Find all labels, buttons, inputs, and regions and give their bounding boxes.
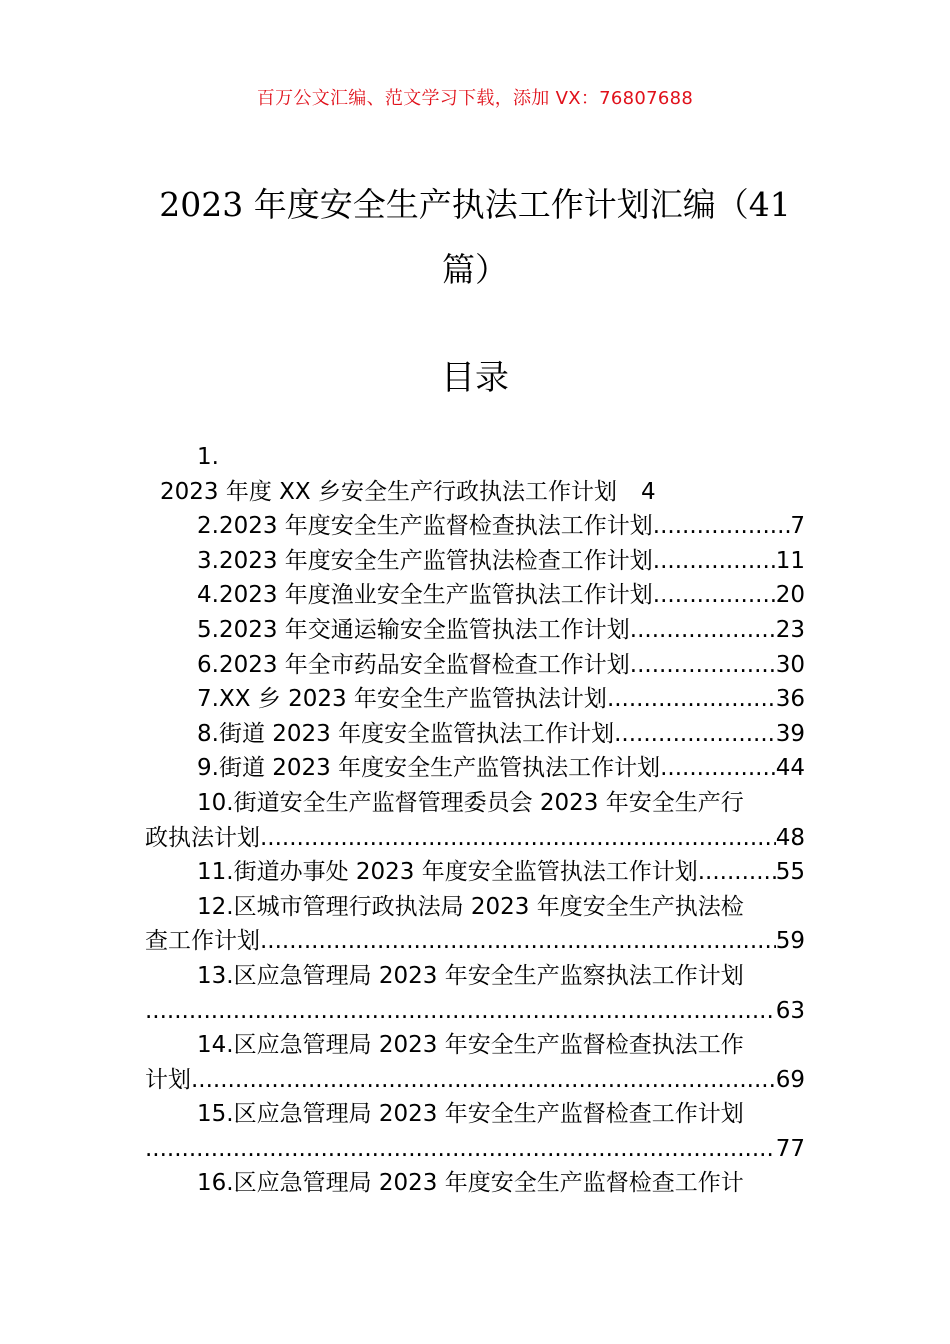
toc-leader-dots [653, 578, 776, 613]
toc-leader-dots [653, 544, 776, 579]
toc-entry-page: 59 [775, 928, 805, 955]
toc-entry-page: 77 [775, 1135, 805, 1162]
toc-entry-label: 8.街道 2023 年度安全监管执法工作计划 [197, 720, 615, 747]
toc-entry-page: 48 [775, 824, 805, 851]
toc-entry-6[interactable] [145, 648, 805, 683]
title-line-2: 篇） [442, 250, 508, 289]
toc-leader-dots [698, 855, 776, 890]
toc-entry-page: 44 [775, 755, 805, 782]
toc-entry-14-line-1[interactable]: 14.区应急管理局 2023 年安全生产监督检查执法工作 [197, 1032, 744, 1059]
toc-entry-11[interactable] [145, 855, 805, 890]
toc-entry-page: 20 [775, 582, 805, 609]
toc-entry-page: 23 [775, 616, 805, 643]
toc-entry-4[interactable] [145, 578, 805, 613]
watermark-banner: 百万公文汇编、范文学习下载，添加 VX：76807688 [256, 88, 694, 109]
toc-leader-dots [614, 717, 776, 752]
toc-entry-1-number: 1. [197, 444, 219, 470]
table-of-contents [145, 440, 805, 1201]
toc-entry-15-line-1[interactable]: 15.区应急管理局 2023 年安全生产监督检查工作计划 [197, 1101, 744, 1128]
toc-entry-14[interactable] [145, 1063, 805, 1098]
toc-entry-16-line-1[interactable]: 16.区应急管理局 2023 年度安全生产监督检查工作计 [197, 1170, 744, 1197]
toc-leader-dots [630, 613, 776, 648]
toc-entry-label: 2023 年度 XX 乡安全生产行政执法工作计划 [160, 478, 617, 505]
toc-entry-page: 7 [790, 513, 805, 540]
toc-leader-dots [630, 648, 776, 683]
toc-entry-2[interactable] [145, 509, 805, 544]
toc-entry-7[interactable] [145, 682, 805, 717]
toc-entry-page: 4 [640, 478, 656, 505]
toc-leader-dots [191, 1063, 776, 1098]
toc-entry-label: 计划 [145, 1066, 191, 1093]
toc-entry-page: 11 [775, 547, 805, 574]
toc-entry-label: 6.2023 年全市药品安全监督检查工作计划 [197, 651, 630, 678]
toc-entry-page: 55 [775, 859, 805, 886]
toc-leader-dots [260, 821, 776, 856]
toc-leader-dots [145, 1132, 776, 1167]
title-line-1: 2023 年度安全生产执法工作计划汇编（41 [159, 185, 791, 224]
toc-entry-page: 69 [775, 1066, 805, 1093]
toc-entry-3[interactable] [145, 544, 805, 579]
toc-entry-label: 4.2023 年度渔业安全生产监管执法工作计划 [197, 582, 653, 609]
document-title [140, 172, 810, 302]
toc-entry-13-line-1[interactable]: 13.区应急管理局 2023 年安全生产监察执法工作计划 [197, 962, 744, 989]
toc-entry-5[interactable] [145, 613, 805, 648]
toc-leader-dots [145, 994, 776, 1029]
toc-entry-label: 2.2023 年度安全生产监督检查执法工作计划 [197, 513, 653, 540]
toc-entry-10[interactable] [145, 821, 805, 856]
toc-entry-label: 5.2023 年交通运输安全监管执法工作计划 [197, 616, 630, 643]
toc-entry-page: 30 [775, 651, 805, 678]
toc-entry-12-line-1[interactable]: 12.区城市管理行政执法局 2023 年度安全生产执法检 [197, 893, 744, 920]
toc-heading: 目录 [441, 358, 509, 398]
toc-entry-page: 63 [775, 997, 805, 1024]
toc-entry-page: 36 [775, 686, 805, 713]
toc-entry-8[interactable] [145, 717, 805, 752]
toc-leader-dots [260, 924, 776, 959]
toc-entry-9[interactable] [145, 751, 805, 786]
toc-entry-label: 11.街道办事处 2023 年度安全监管执法工作计划 [197, 859, 698, 886]
toc-leader-dots [607, 682, 776, 717]
toc-entry-1[interactable] [145, 475, 805, 510]
toc-entry-label: 7.XX 乡 2023 年安全生产监管执法计划 [197, 686, 607, 713]
toc-entry-label: 9.街道 2023 年度安全生产监管执法工作计划 [197, 755, 661, 782]
toc-entry-10-line-1[interactable]: 10.街道安全生产监督管理委员会 2023 年安全生产行 [197, 789, 744, 816]
toc-entry-15[interactable] [145, 1132, 805, 1167]
toc-entry-label: 3.2023 年度安全生产监管执法检查工作计划 [197, 547, 653, 574]
toc-entry-12[interactable] [145, 924, 805, 959]
toc-entry-label: 查工作计划 [145, 928, 260, 955]
toc-entry-page: 39 [775, 720, 805, 747]
toc-leader-dots [660, 751, 776, 786]
toc-entry-label: 政执法计划 [145, 824, 260, 851]
toc-leader-dots [653, 509, 791, 544]
toc-entry-13[interactable] [145, 994, 805, 1029]
